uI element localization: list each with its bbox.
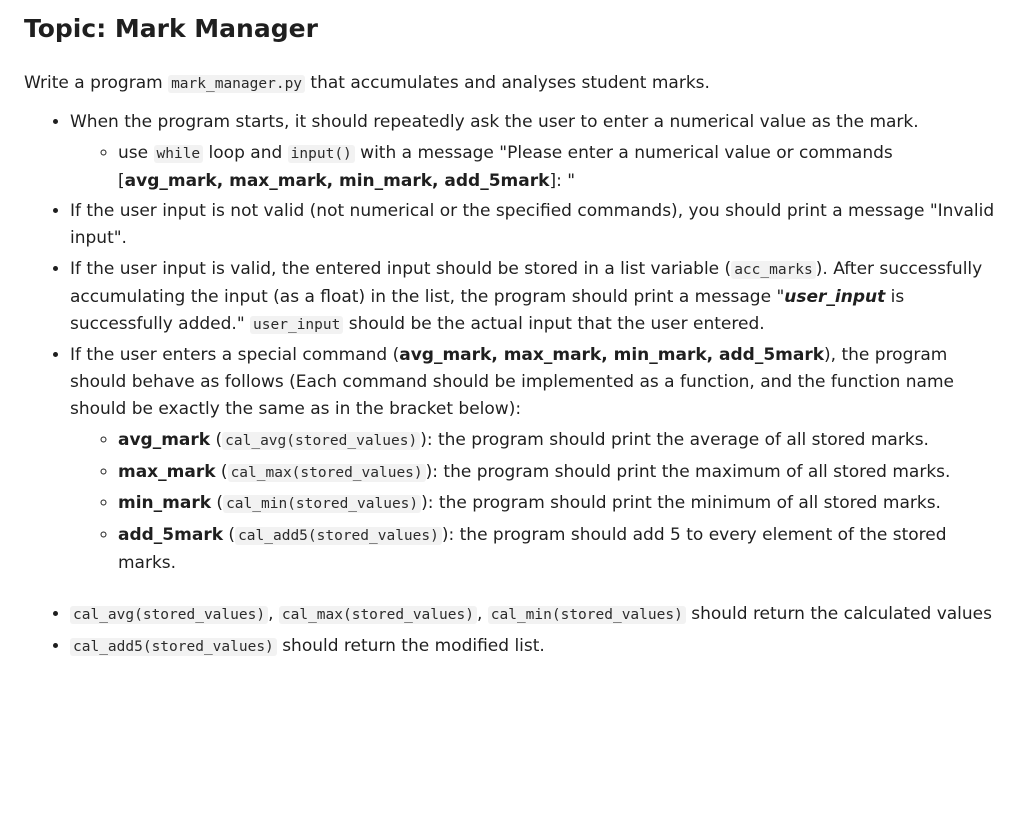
return-text: should return the calculated values (685, 603, 992, 624)
requirement-startup-text: When the program starts, it should repeatedly ask the user to enter a numerical value as the mark. (70, 112, 919, 132)
command-paren: ( (210, 429, 223, 450)
command-paren: ( (211, 493, 224, 514)
command-function-code: cal_add5(stored_values) (235, 527, 442, 545)
valid-text: is successfully added." (70, 286, 905, 334)
command-description: ): the program should print the minimum of all stored marks. (421, 493, 941, 514)
user-input-code: user_input (250, 316, 343, 334)
command-name: max_mark (118, 461, 216, 482)
separator: , (268, 603, 279, 624)
command-item-avg (118, 427, 1000, 455)
command-name: add_5mark (118, 525, 224, 546)
cal-add5-code: cal_add5(stored_values) (70, 638, 277, 656)
separator: , (476, 603, 488, 624)
command-paren: ( (215, 461, 228, 482)
sub-text: use (118, 142, 154, 163)
requirement-invalid-text: If the user input is not valid (not numerical or the specified commands), you should print a message "Invalid input". (70, 201, 995, 249)
return-list-text: should return the modified list. (276, 635, 545, 656)
special-text: ), the program should behave as follows (Each command should be implemented as a function, and the function name should be exactly the same as in the bracket below): (70, 345, 954, 419)
valid-text: should be the actual input that the user entered. (343, 313, 765, 334)
command-description: ): the program should print the average of all stored marks. (420, 429, 929, 450)
command-function-code: cal_avg(stored_values) (222, 432, 420, 450)
intro-paragraph (24, 70, 1000, 98)
command-name: avg_mark (118, 429, 211, 450)
input-code: input() (288, 145, 355, 163)
requirement-return-values (70, 601, 1000, 629)
command-item-min (118, 490, 1000, 518)
requirement-return-list (70, 633, 1000, 661)
command-name: min_mark (118, 493, 212, 514)
command-description: ): the program should print the maximum of all stored marks. (425, 461, 951, 482)
command-function-code: cal_min(stored_values) (223, 495, 421, 513)
acc-marks-code: acc_marks (731, 261, 816, 279)
command-item-add5 (118, 522, 1000, 577)
commands-bold: avg_mark, max_mark, min_mark, add_5mark (124, 170, 550, 191)
command-description: ): the program should add 5 to every element of the stored marks. (118, 525, 947, 573)
requirement-invalid-input (70, 198, 1000, 252)
requirement-special-commands (70, 342, 1000, 576)
sub-text: loop and (203, 142, 288, 163)
command-function-code: cal_max(stored_values) (228, 464, 426, 482)
cal-max-code: cal_max(stored_values) (279, 606, 477, 624)
cal-min-code: cal_min(stored_values) (488, 606, 686, 624)
intro-text-after: that accumulates and analyses student marks. (305, 73, 710, 93)
startup-sublist (70, 140, 1000, 195)
startup-sub-item (118, 140, 1000, 195)
commands-sublist (70, 427, 1000, 577)
sub-text: ]: " (549, 170, 576, 191)
sub-text: with a message "Please enter a numerical value or commands [ (118, 142, 893, 191)
special-commands-bold: avg_mark, max_mark, min_mark, add_5mark (399, 345, 825, 366)
requirement-valid-input (70, 256, 1000, 338)
valid-text: ). After successfully accumulating the input (as a float) in the list, the program should print a message " (70, 258, 983, 307)
intro-text-before: Write a program (24, 73, 169, 93)
user-input-bold-italic: user_input (784, 286, 886, 307)
command-item-max (118, 459, 1000, 487)
special-text: If the user enters a special command ( (70, 345, 400, 366)
while-code: while (154, 145, 204, 163)
requirement-startup (70, 109, 1000, 194)
cal-avg-code: cal_avg(stored_values) (70, 606, 268, 624)
command-paren: ( (223, 525, 236, 546)
intro-filename-code: mark_manager.py (168, 75, 305, 93)
requirements-list (24, 109, 1000, 660)
valid-text: If the user input is valid, the entered input should be stored in a list variable ( (70, 258, 732, 279)
list-spacer (70, 581, 1000, 597)
page-title: Topic: Mark Manager (24, 14, 318, 43)
